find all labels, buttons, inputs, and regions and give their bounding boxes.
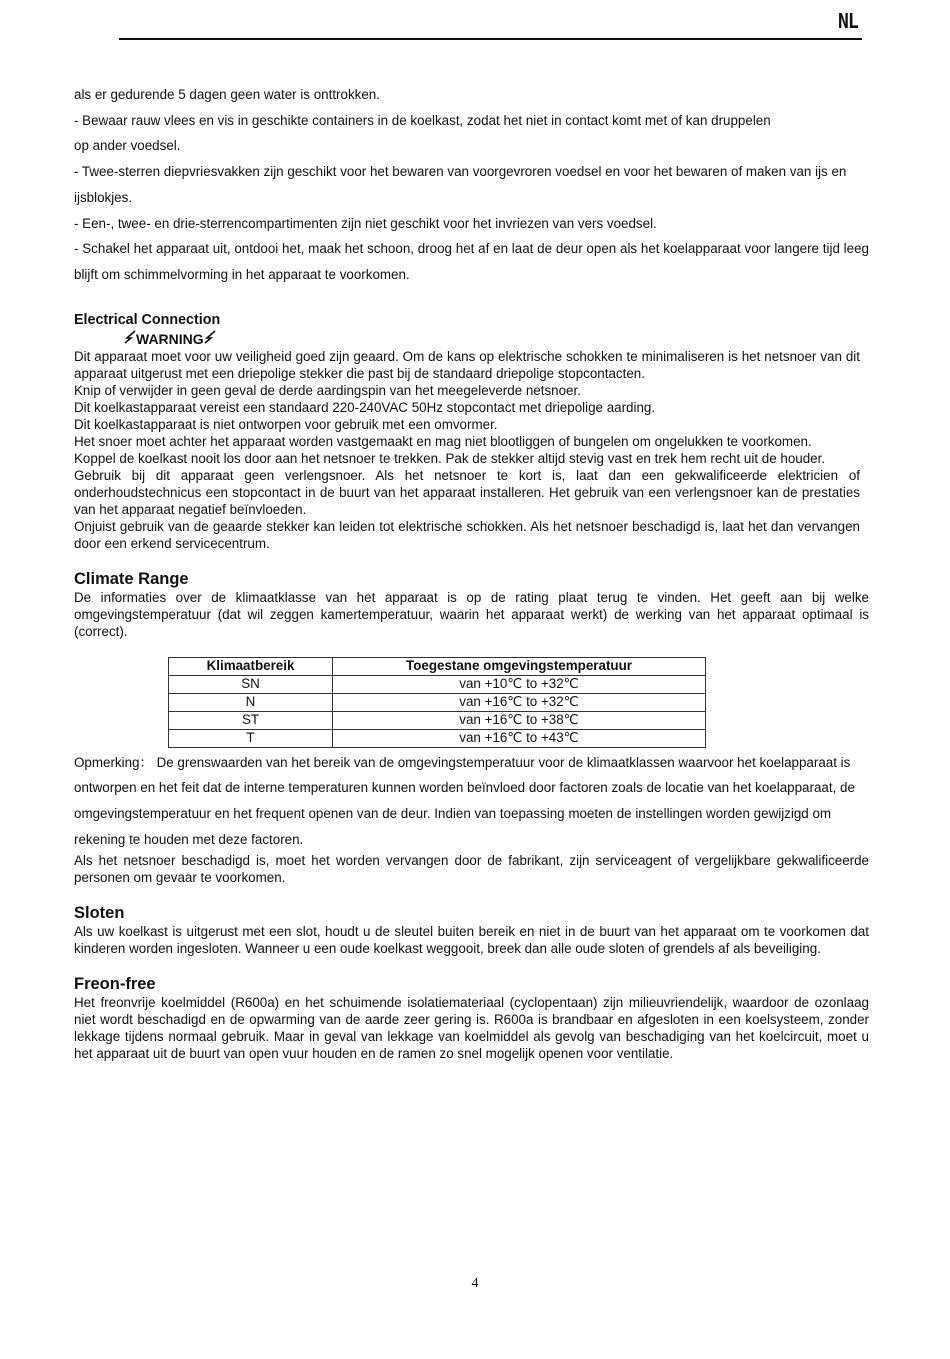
warning-label: WARNING [136,330,204,347]
electrical-paragraph: Koppel de koelkast nooit los door aan het netsnoer te trekken. Pak de stekker altijd stevig vast en trek hem recht uit de houder. [74,450,826,466]
electrical-paragraph: Dit koelkastapparaat vereist een standaard 220-240VAC 50Hz stopcontact met driepolige aarding. [74,399,656,415]
climate-title: Climate Range [74,569,189,588]
lightning-icon [124,330,136,348]
lightning-icon [204,330,216,348]
temperature-range-cell: van +16℃ to +32℃ [333,693,706,711]
electrical-paragraph: Gebruik bij dit apparaat geen verlengsnoer. Als het netsnoer te kort is, laat dan een gekwalificeerde elektricien of onderhoudstechnicus een stopcontact in de buurt van het apparaat installeren. Het gebruik van een verlengsnoer kan de prestaties van het apparaat negatief beïnvloeden. [74,467,860,517]
intro-paragraph: - Bewaar rauw vlees en vis in geschikte containers in de koelkast, zodat het niet in contact komt met of kan druppelen op ander voedsel. [74,112,771,154]
page-content [74,82,869,1062]
warning-line [124,330,869,348]
temperature-range-cell: van +16℃ to +38℃ [333,711,706,729]
electrical-paragraph: Knip of verwijder in geen geval de derde aardingspin van het meegeleverde netsnoer. [74,382,581,398]
table-row [169,675,706,693]
cord-note: Als het netsnoer beschadigd is, moet het worden vervangen door de fabrikant, zijn serviceagent of vergelijkbare gekwalificeerde personen om gevaar te voorkomen. [74,853,869,886]
climate-class-cell: ST [169,711,333,729]
electrical-paragraph: Het snoer moet achter het apparaat worden vastgemaakt en mag niet blootliggen of bungelen om ongelukken te voorkomen. [74,433,812,449]
climate-intro: De informaties over de klimaatklasse van het apparaat is op de rating plaat terug te vinden. Het geeft aan bij welke omgevingstemperatuur (dat wil zeggen kamertemperatuur, waarin het apparaat werkt) de werking van het apparaat optimaal is (correct). [74,589,869,639]
climate-class-cell: SN [169,675,333,693]
table-row [169,711,706,729]
electrical-paragraph: Onjuist gebruik van de geaarde stekker kan leiden tot elektrische schokken. Als het netsnoer beschadigd is, laat het dan vervangen door een erkend servicecentrum. [74,518,860,551]
temperature-range-cell: van +16℃ to +43℃ [333,729,706,747]
climate-class-cell: N [169,693,333,711]
intro-paragraph: - Twee-sterren diepvriesvakken zijn geschikt voor het bewaren van voorgevroren voedsel en voor het bewaren of maken van ijs en ijsblokjes. [74,164,847,205]
climate-remark: Opmerking： De grenswaarden van het bereik van de omgevingstemperatuur voor de klimaatklassen waarvoor het koelapparaat is ontworpen en het feit dat de interne temperaturen kunnen worden beïnvloed door factoren zoals de locatie van het koelapparaat, de omgevingstemperatuur en het frequent openen van de deur. Indien van toepassing moeten de instellingen worden gewijzigd om rekening te houden met deze factoren. [74,754,855,847]
table-row [169,729,706,747]
page-number: 4 [471,1276,479,1291]
electrical-title: Electrical Connection [74,311,221,328]
freon-title: Freon-free [74,975,156,994]
locks-title: Sloten [74,904,125,923]
table-header-row [169,657,706,675]
table-header-cell: Klimaatbereik [169,657,333,675]
language-label: NL [838,9,858,33]
table-row [169,693,706,711]
freon-text: Het freonvrije koelmiddel (R600a) en het schuimende isolatiemateriaal (cyclopentaan) zijn milieuvriendelijk, waardoor de ozonlaag niet wordt beschadigd en de opwarming van de aarde zeer gering is. R600a is brandbaar en afgesloten in een koelsysteem, zonder lekkage tijdens normaal gebruik. Maar in geval van lekkage van koelmiddel als gevolg van beschadiging van het koelcircuit, moet u het apparaat uit de buurt van open vuur houden en de ramen zo snel mogelijk openen voor ventilatie. [74,995,869,1062]
intro-paragraph: - Een-, twee- en drie-sterrencompartimenten zijn niet geschikt voor het invriezen van vers voedsel. [74,215,657,231]
table-header-cell: Toegestane omgevingstemperatuur [333,657,706,675]
intro-paragraph: als er gedurende 5 dagen geen water is onttrokken. [74,87,380,102]
electrical-paragraph: Dit koelkastapparaat is niet ontworpen voor gebruik met een omvormer. [74,416,498,432]
climate-table [168,657,706,748]
locks-text: Als uw koelkast is uitgerust met een slot, houdt u de sleutel buiten bereik en niet in de buurt van het apparaat om te voorkomen dat kinderen worden ingesloten. Wanneer u een oude koelkast weggooit, breek dan alle oude sloten of grendels af als beveiliging. [74,924,869,957]
electrical-paragraph: Dit apparaat moet voor uw veiligheid goed zijn geaard. Om de kans op elektrische schokken te minimaliseren is het netsnoer van dit apparaat uitgerust met een driepolige stekker die past bij de standaard driepolige stopcontacten. [74,348,860,381]
climate-class-cell: T [169,729,333,747]
intro-paragraph: - Schakel het apparaat uit, ontdooi het, maak het schoon, droog het af en laat de deur open als het koelapparaat voor langere tijd leeg blijft om schimmelvorming in het apparaat te voorkomen. [74,241,869,282]
header-rule [119,38,862,40]
temperature-range-cell: van +10℃ to +32℃ [333,675,706,693]
